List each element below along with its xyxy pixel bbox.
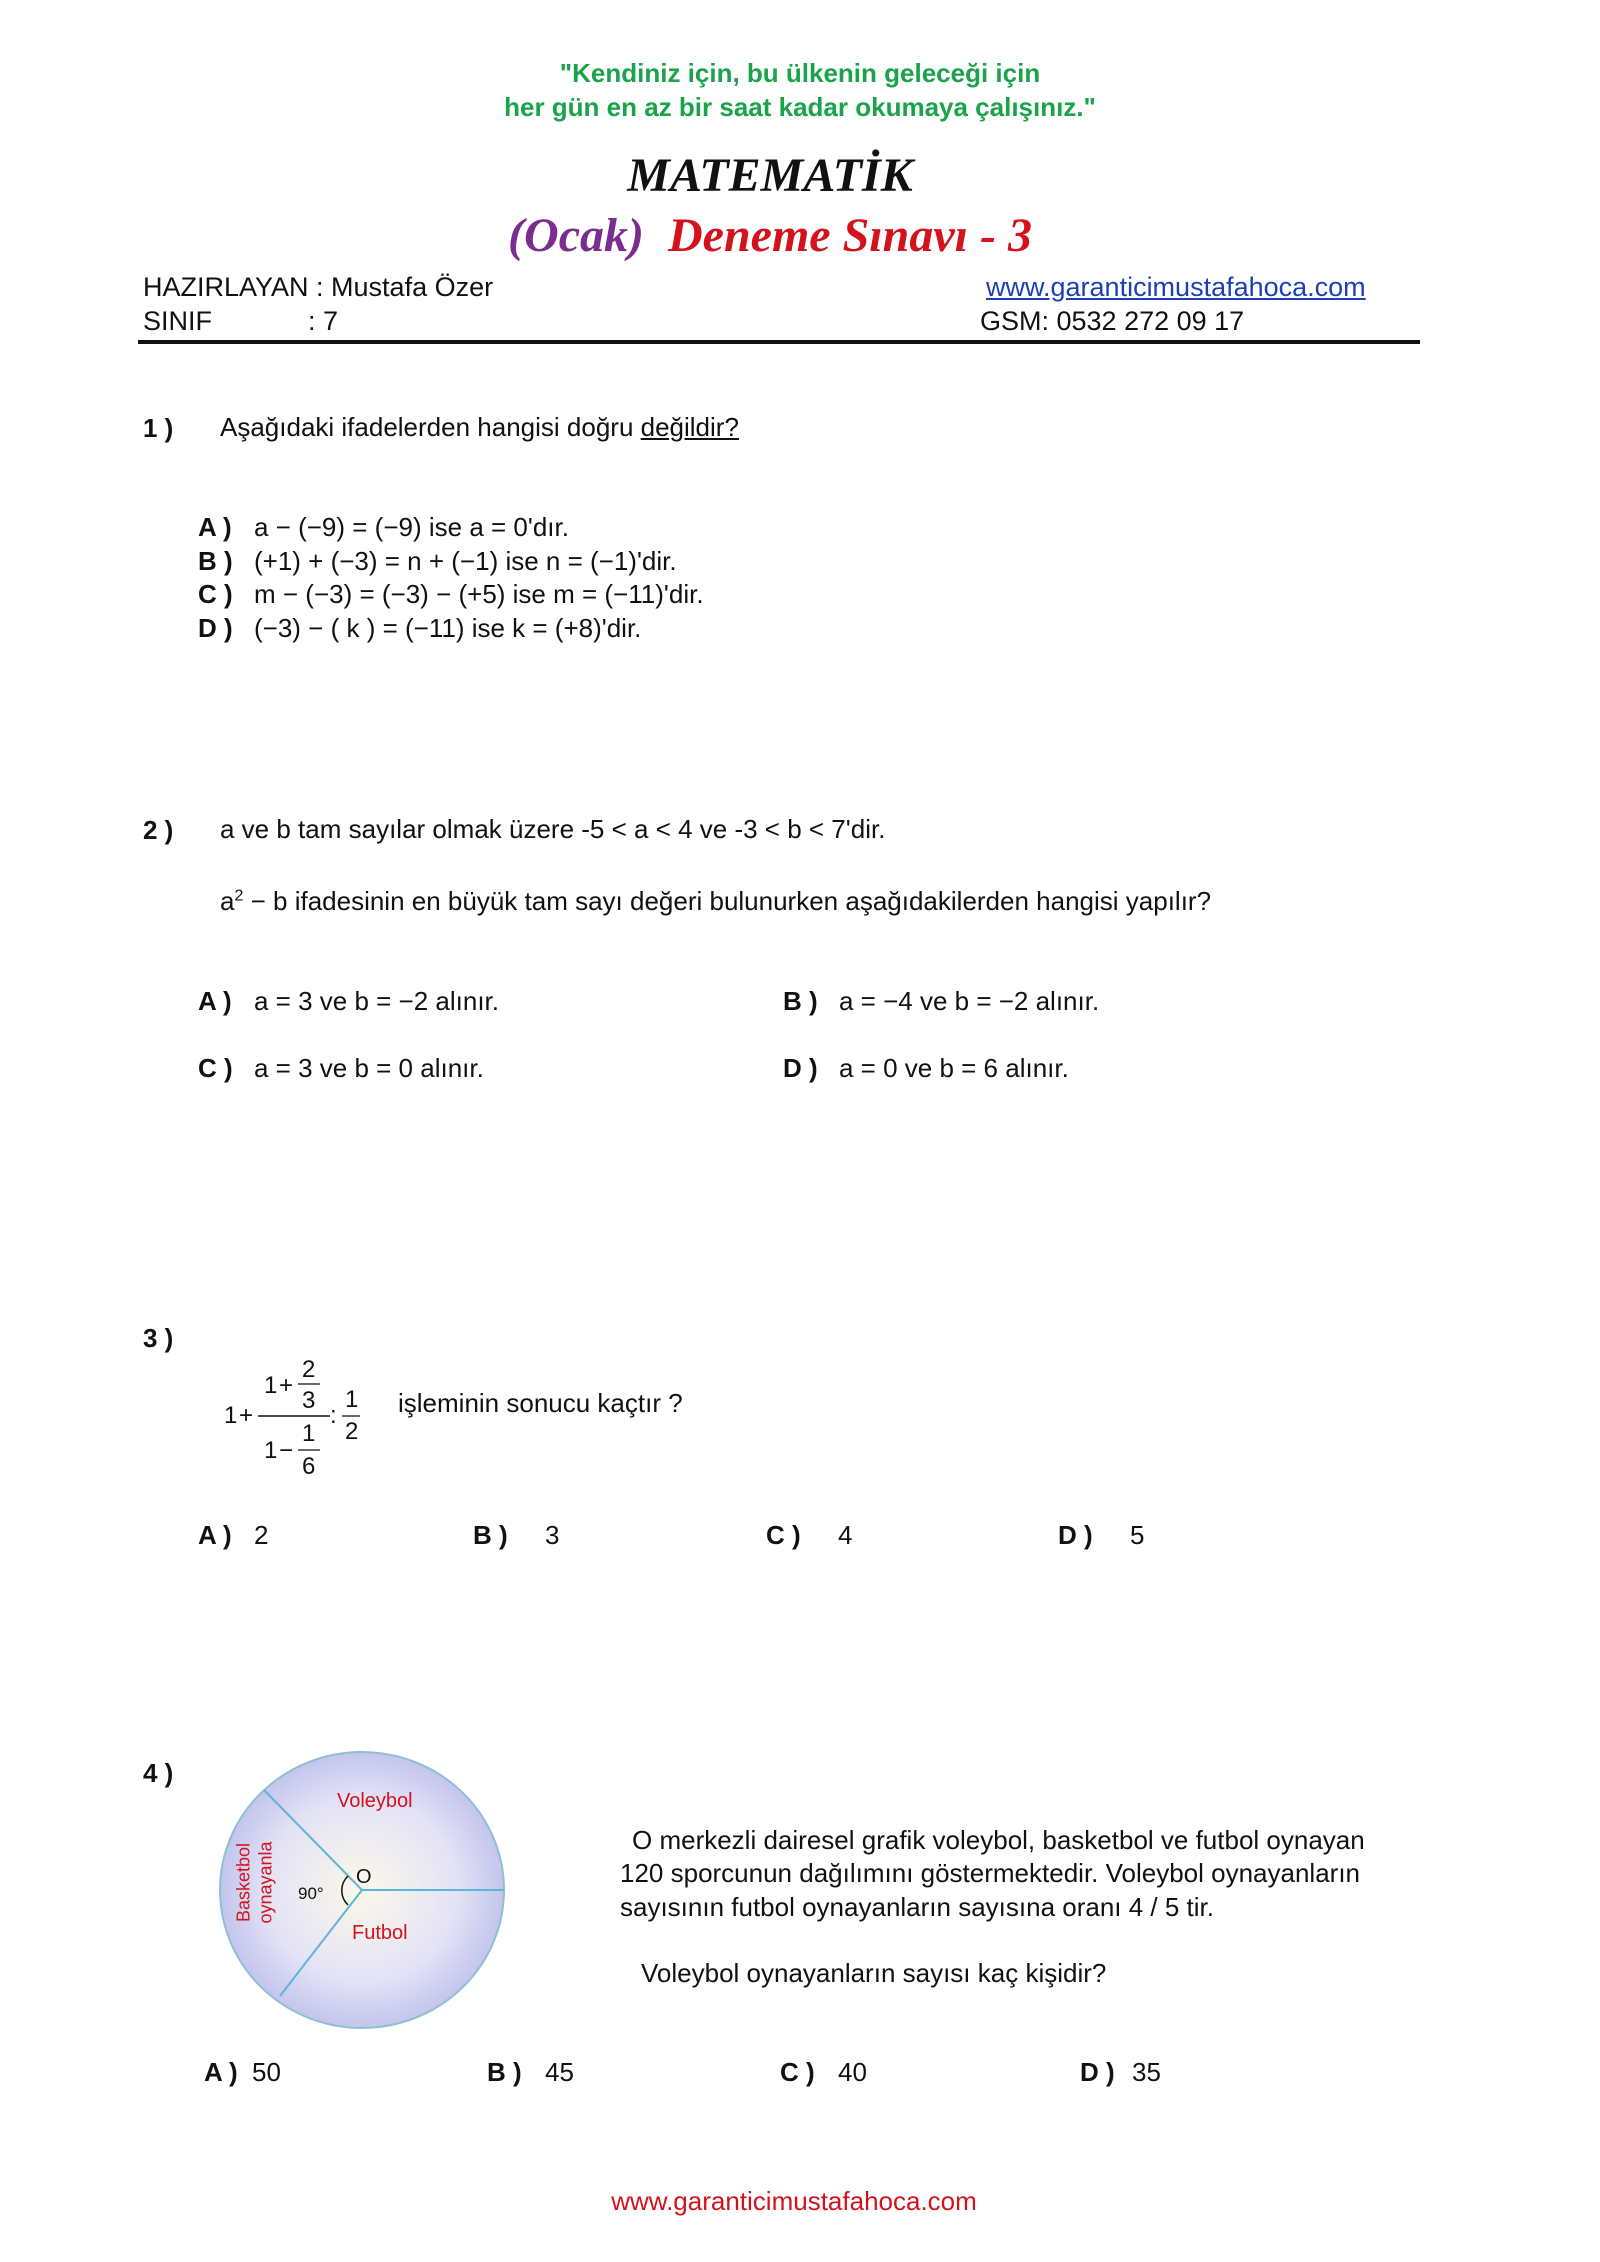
label-basketball-1: Basketbol (233, 1842, 254, 1923)
option-label: A ) (198, 986, 232, 1016)
class-label: SINIF (143, 306, 213, 336)
option-label: A ) (198, 512, 232, 542)
fraction-minus: − (279, 1437, 294, 1464)
option-text: 5 (1130, 1520, 1145, 1550)
option-text: 50 (252, 2057, 281, 2087)
question-4-option-c[interactable] (780, 2057, 867, 2088)
fraction-one-top: 1 (264, 1372, 278, 1399)
question-1-option-c[interactable] (198, 579, 704, 610)
class-value: : 7 (308, 306, 339, 336)
question-4-question: Voleybol oynayanların sayısı kaç kişidir? (641, 1958, 1107, 1988)
option-text: 3 (545, 1520, 560, 1550)
question-2-number: 2 ) (143, 815, 174, 845)
question-4-option-a[interactable] (204, 2057, 281, 2088)
question-4-text-1: O merkezli dairesel grafik voleybol, basketbol ve futbol oynayan (632, 1825, 1365, 1855)
question-4-option-d[interactable] (1080, 2057, 1161, 2088)
option-label: C ) (198, 1053, 233, 1083)
question-3-option-a[interactable] (198, 1520, 268, 1551)
motto-line-2: her gün en az bir saat kadar okumaya çalışınız." (504, 92, 1096, 122)
option-text: 45 (545, 2057, 574, 2087)
option-label: D ) (1080, 2057, 1115, 2087)
header-divider (138, 340, 1420, 344)
option-label: C ) (780, 2057, 815, 2087)
subtitle-month: (Ocak) (508, 209, 644, 262)
question-3-text: işleminin sonucu kaçtır ? (398, 1388, 683, 1418)
question-1-option-a[interactable] (198, 512, 569, 543)
website-link[interactable]: www.garanticimustafahoca.com (986, 272, 1366, 302)
question-3-option-c[interactable] (766, 1520, 852, 1551)
option-label: D ) (783, 1053, 818, 1083)
question-3-option-d[interactable] (1058, 1520, 1144, 1551)
option-text: (−3) − ( k ) = (−11) ise k = (+8)'dir. (254, 613, 642, 643)
question-3-option-b[interactable] (473, 1520, 559, 1551)
question-2-text-2 (220, 886, 1211, 917)
complex-fraction (220, 1350, 380, 1480)
option-text: 2 (254, 1520, 269, 1550)
option-text: a = 3 ve b = −2 alınır. (254, 986, 500, 1016)
option-label: D ) (198, 613, 233, 643)
fraction-half-den: 2 (345, 1418, 359, 1445)
question-1-text-main: Aşağıdaki ifadelerden hangisi doğru (220, 412, 641, 442)
question-1-text-underlined: değildir? (640, 412, 739, 442)
page-subtitle (0, 208, 1570, 263)
expression-text: − b ifadesinin en büyük tam sayı değeri bulunurken aşağıdakilerden hangisi yapılır? (243, 886, 1212, 916)
motto-line-1: "Kendiniz için, bu ülkenin geleceği için (559, 58, 1041, 88)
fraction-half-num: 1 (345, 1386, 359, 1413)
question-4-number: 4 ) (143, 1758, 174, 1788)
question-4-text-3: sayısının futbol oynayanların sayısına oranı 4 / 5 tir. (620, 1892, 1215, 1922)
option-label: B ) (473, 1520, 508, 1550)
question-2-option-c[interactable] (198, 1053, 484, 1084)
option-text: a = −4 ve b = −2 alınır. (839, 986, 1100, 1016)
question-3-number: 3 ) (143, 1323, 174, 1353)
option-text: a = 3 ve b = 0 alınır. (254, 1053, 484, 1083)
fraction-plus-outer: + (239, 1402, 254, 1429)
fraction-two: 2 (302, 1356, 316, 1383)
question-1-number: 1 ) (143, 413, 174, 443)
question-2-option-b[interactable] (783, 986, 1099, 1017)
phone-number: GSM: 0532 272 09 17 (980, 306, 1245, 336)
option-text: a − (−9) = (−9) ise a = 0'dır. (254, 512, 569, 542)
option-text: m − (−3) = (−3) − (+5) ise m = (−11)'dir. (254, 579, 704, 609)
option-text: 4 (838, 1520, 853, 1550)
question-1-option-b[interactable] (198, 546, 677, 577)
option-label: C ) (766, 1520, 801, 1550)
question-2-option-d[interactable] (783, 1053, 1069, 1084)
question-4-option-b[interactable] (487, 2057, 574, 2088)
label-volleyball: Voleybol (337, 1790, 413, 1812)
fraction-six: 6 (302, 1453, 316, 1480)
expression-exponent: 2 (234, 887, 244, 905)
pie-chart (212, 1748, 512, 2032)
fraction-one-mid: 1 (302, 1420, 316, 1447)
option-label: B ) (487, 2057, 522, 2087)
option-text: (+1) + (−3) = n + (−1) ise n = (−1)'dir. (254, 546, 677, 576)
option-label: A ) (204, 2057, 238, 2087)
question-2-text-1: a ve b tam sayılar olmak üzere -5 < a < 4 ve -3 < b < 7'dir. (220, 814, 886, 844)
fraction-three: 3 (302, 1387, 316, 1414)
option-label: B ) (198, 546, 233, 576)
label-football: Futbol (352, 1922, 408, 1944)
question-1-text (220, 412, 739, 443)
expression-base: a (220, 886, 235, 916)
author-line: HAZIRLAYAN : Mustafa Özer (143, 272, 494, 302)
option-label: D ) (1058, 1520, 1093, 1550)
option-text: 35 (1132, 2057, 1161, 2087)
label-center: O (356, 1866, 372, 1888)
option-text: a = 0 ve b = 6 alınır. (839, 1053, 1069, 1083)
fraction-one-bottom: 1 (264, 1437, 278, 1464)
page-title: MATEMATİK (627, 149, 913, 202)
option-label: B ) (783, 986, 818, 1016)
label-angle: 90° (298, 1884, 324, 1903)
question-2-option-a[interactable] (198, 986, 499, 1017)
label-basketball-2: oynayanla (255, 1841, 276, 1924)
question-1-option-d[interactable] (198, 613, 641, 644)
fraction-one-outer: 1 (224, 1402, 238, 1429)
question-4-text-2: 120 sporcunun dağılımını göstermektedir. Voleybol oynayanların (620, 1858, 1361, 1888)
option-text: 40 (838, 2057, 867, 2087)
fraction-colon: : (330, 1402, 337, 1429)
fraction-plus-top: + (279, 1372, 294, 1399)
subtitle-exam: Deneme Sınavı - 3 (667, 209, 1032, 262)
option-label: A ) (198, 1520, 232, 1550)
footer-website[interactable]: www.garanticimustafahoca.com (611, 2186, 977, 2216)
option-label: C ) (198, 579, 233, 609)
